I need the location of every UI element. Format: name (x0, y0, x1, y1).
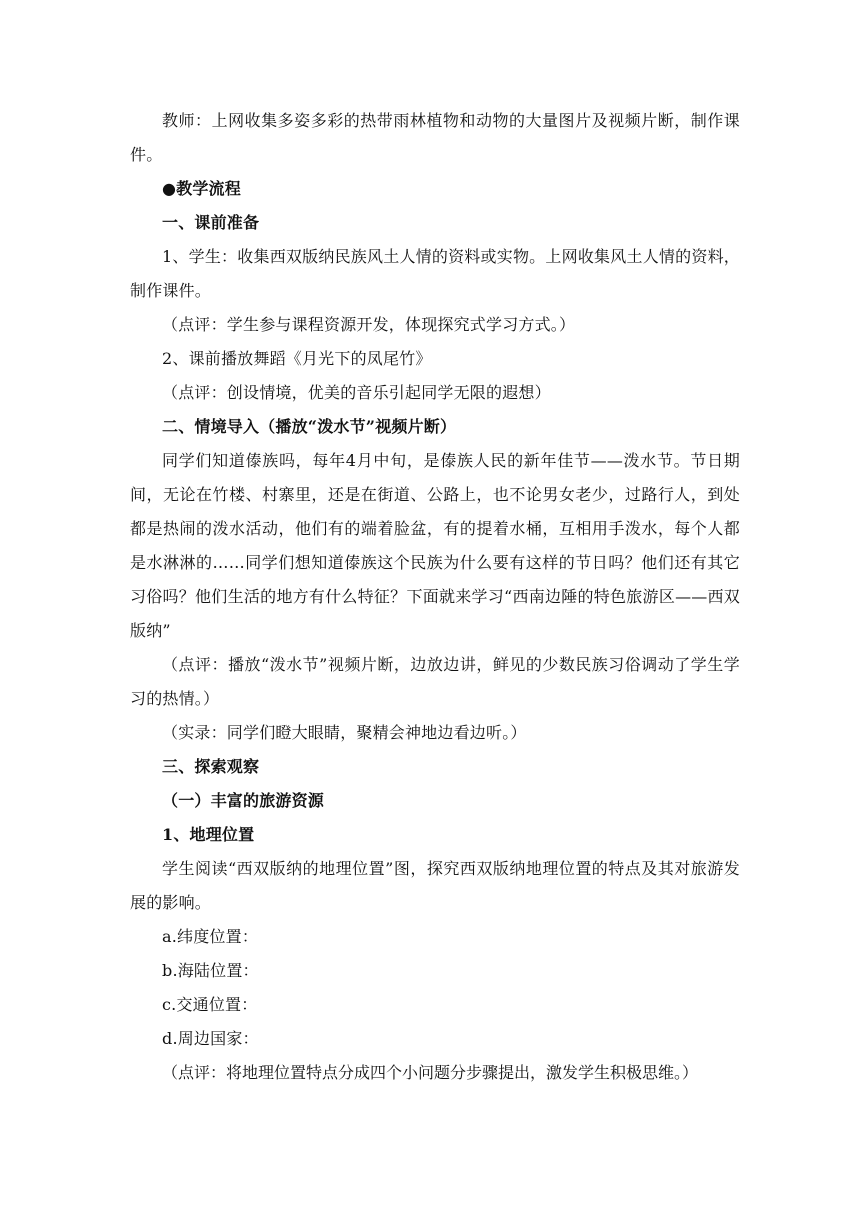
item-neighboring-countries: d.周边国家： (162, 1029, 259, 1048)
comment-video: （点评：播放“泼水节”视频片断，边放边讲，鲜见的少数民族习俗调动了学生学习的热情。） (130, 655, 740, 708)
paragraph-student-prep: 1、学生：收集西双版纳民族风土人情的资料或实物。上网收集风土人情的资料，制作课件。 (130, 247, 740, 300)
heading-situation-intro: 二、情境导入（播放“泼水节”视频片断） (162, 417, 457, 436)
item-latitude-position: a.纬度位置： (162, 927, 259, 946)
heading-tourism-resources: （一）丰富的旅游资源 (162, 791, 325, 810)
heading-geographic-location: 1、地理位置 (162, 825, 255, 844)
heading-pre-class-prep: 一、课前准备 (162, 213, 260, 232)
item-traffic-position: c.交通位置： (162, 995, 258, 1014)
heading-teaching-flow: ●教学流程 (162, 179, 241, 198)
comment-student-resources: （点评：学生参与课程资源开发，体现探究式学习方式。） (162, 315, 576, 334)
heading-explore-observe: 三、探索观察 (162, 757, 260, 776)
item-land-sea-position: b.海陆位置： (162, 961, 259, 980)
comment-situation: （点评：创设情境，优美的音乐引起同学无限的遐想） (162, 383, 551, 402)
paragraph-dance: 2、课前播放舞蹈《月光下的凤尾竹》 (162, 349, 432, 368)
paragraph-teacher-prep: 教师：上网收集多姿多彩的热带雨林植物和动物的大量图片及视频片断，制作课件。 (130, 111, 740, 164)
paragraph-dai-festival: 同学们知道傣族吗，每年4月中旬，是傣族人民的新年佳节——泼水节。节日期间，无论在竹楼、村寨里，还是在街道、公路上，也不论男女老少，过路行人，到处都是热闹的泼水活动，他们有的端着脸盆，有的提着水桶，互相用手泼水，每个人都是水淋淋的……同学们想知道傣族这个民族为什么要有这样的节日吗？他们还有其它习俗吗？他们生活的地方有什么特征？下面就来学习“西南边陲的特色旅游区——西双版纳” (130, 451, 740, 640)
comment-location-steps: （点评：将地理位置特点分成四个小问题分步骤提出，激发学生积极思维。） (162, 1063, 699, 1082)
record-students-watch: （实录：同学们瞪大眼睛，聚精会神地边看边听。） (162, 723, 527, 742)
paragraph-map-reading: 学生阅读“西双版纳的地理位置”图，探究西双版纳地理位置的特点及其对旅游发展的影响。 (130, 859, 740, 912)
document-page (130, 104, 740, 1090)
